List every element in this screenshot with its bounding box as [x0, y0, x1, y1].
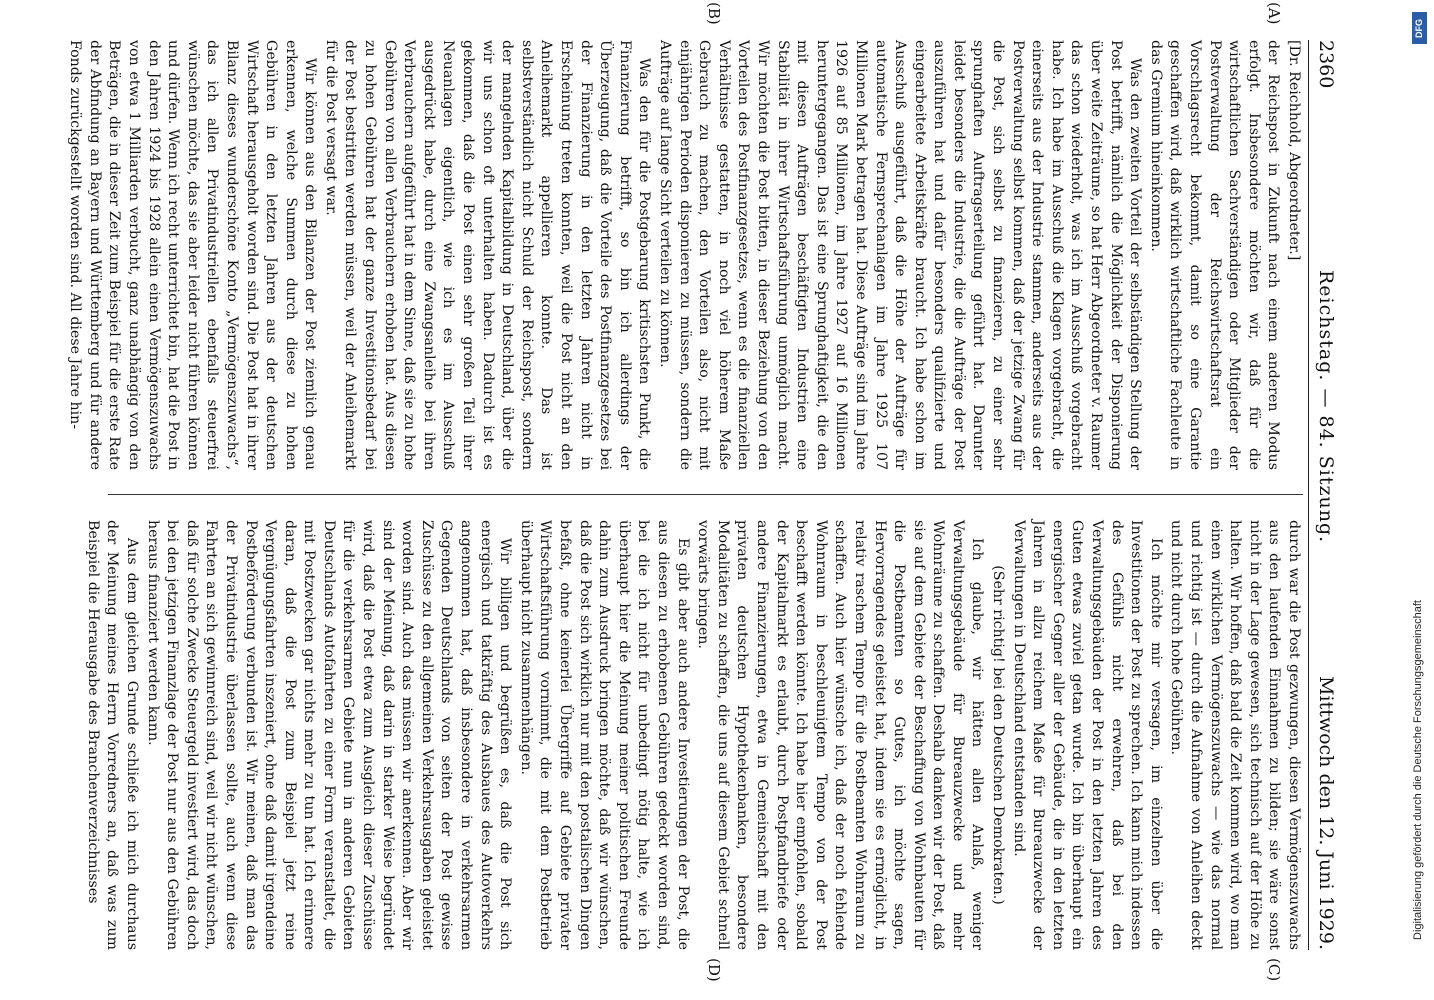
page-header	[1309, 40, 1343, 950]
paragraph: Ich glaube, wir hätten allen Anlaß, weniger Verwaltungsgebäude für Bureauzwecke und mehr Wohnräume zu schaffen. Deshalb danken wir der Post, daß sie auf dem Gebiete der Beschaffung von Wohnbauten für die Postbeamten so Gutes, ich möchte sagen, Hervorragendes geleistet hat, indem sie es ermöglicht, in relativ raschem Tempo für die Postbeamten Wohnraum zu schaffen. Auch hier wünsche ich, daß der noch fehlende Wohnraum in beschleunigtem Tempo von der Post beschafft werden könnte. Ich habe hier empfohlen, sobald der Kapitalmarkt es erlaubt, durch Postpfandbriefe oder andere Finanzierungen, etwa in Gemeinschaft mit den privaten deutschen Hypothekenbanken, besondere Modalitäten zu schaffen, die uns auf diesem Gebiet schnell vorwärts bringen.	[695, 520, 986, 950]
page-number: 2360	[1315, 40, 1337, 89]
interjection: (Sehr richtig! bei den Deutschen Demokraten.)	[990, 565, 1007, 905]
header-rule	[1308, 40, 1309, 950]
paragraph: der Reichspost in Zukunft nach einem anderen Modus erfolgt. Insbesondere möchten wir, daß für die wirtschaftlichen Sachverständigen oder Mitglieder der Postverwaltung der Reichswirtschaftsrat ein Vorschlagsrecht bekommt, damit so eine Garantie geschaffen wird, daß wirklich wirtschaftliche Fachleute in das Gremium hineinkommen.	[1147, 40, 1282, 470]
speaker-label: [Dr. Reichhold, Abgeordneter.]	[1286, 40, 1302, 261]
session-date: Mittwoch den 12. Juni 1929.	[1315, 676, 1337, 950]
digitization-credit	[1408, 10, 1432, 990]
paragraph: Was den für die Postgebarung kritischsten Punkt, die Finanzierung betrifft, so bin ich allerdings der Überzeugung, daß die Vorteile des Postfinanzgesetzes bei der Finanzierung in den letzten Jahren nicht in Erscheinung treten konnten, weil die Post nicht an den Anleihemarkt appellieren konnte. Das ist selbstverständlich nicht Schuld der Reichspost, sondern der mangelnden Kapitalbildung in Deutschland, über die wir uns schon oft unterhalten haben. Dadurch ist es gekommen, daß die Post einen sehr großen Teil ihrer Neuanlagen eigentlich, wie ich es im Ausschuß ausgedrückt habe, durch eine Zwangsanleihe bei ihren Verbrauchern aufgeführt hat in dem Sinne, daß sie zu hohe Gebühren von allen Verbrauchern erhoben hat. Aus diesen zu hohen Gebühren hat der ganze Investitionsbedarf bei der Post bestritten werden müssen, weil der Anleihemarkt für die Post versagt war.	[322, 40, 653, 470]
paragraph: Aus dem gleichen Grunde schließe ich mich durchaus der Meinung meines Herrn Vorredners an, daß was zum Beispiel die Herausgabe des Branchenverzeichnisses	[84, 520, 140, 950]
rotated-page-content	[67, 2, 1343, 982]
right-column	[84, 520, 1303, 950]
margin-mark-c: (C)	[1265, 958, 1283, 982]
margin-mark-b: (B)	[705, 2, 723, 25]
credit-text: Digitalisierung gefördert durch die Deutsche Forschungsgemeinschaft	[1412, 600, 1424, 940]
dfg-logo: DFG	[1412, 12, 1427, 44]
paragraph: durch war die Post gezwungen, diesen Vermögenszuwachs aus den laufenden Einnahmen zu bilden; sie wäre sonst nicht in der Lage gewesen, sich technisch auf der Höhe zu halten. Wir hoffen, daß bald die Zeit kommen wird, wo man einen wirklichen Vermögenszuwachs — wie das normal und richtig ist — durch die Aufnahme von Anleihen deckt und nicht durch hohe Gebühren.	[1168, 520, 1302, 950]
paragraph: Was den zweiten Vorteil der selbständigen Stellung der Post betrifft, nämlich die Möglichkeit der Disponierung über weite Zeiträume, so hat Herr Abgeordneter v. Raumer das schon wiederholt, was ich im Ausschuß vorgebracht habe. Ich habe im Ausschuß die Klagen vorgebracht, die einerseits aus der Industrie stammen, anderseits aus der Postverwaltung selbst kommen, daß der jetzige Zwang für die Post, sich selbst zu finanzieren, zu einer sehr sprunghaften Auftragserteilung geführt hat. Darunter leidet besonders die Industrie, die die Aufträge der Post auszuführen hat und dafür besonders qualifizierte und eingearbeitete Arbeitskräfte braucht. Ich habe schon im Ausschuß ausgeführt, daß die Höhe der Aufträge für automatische Fernsprechanlagen im Jahre 1925 107 Millionen Mark betragen hat. Diese Aufträge sind im Jahre 1926 auf 85 Millionen, im Jahre 1927 auf 16 Millionen heruntergegangen. Das ist eine Sprunghaftigkeit, die den mit diesen Aufträgen beschäftigten Industrien eine Stabilität in ihrer Wirtschaftsführung unmöglich macht. Wir möchten die Post bitten, in dieser Beziehung von den Vorteilen des Postfinanzgesetzes, wenn es die finanziellen Verhältnisse gestatten, in noch viel höherem Maße Gebrauch zu machen, den Vorteilen also, nicht mit einjährigen Perioden disponieren zu müssen, sondern die Aufträge auf lange Sicht verteilen zu können.	[657, 40, 1144, 470]
margin-mark-a: (A)	[1265, 2, 1283, 25]
paragraph: Wir billigen und begrüßen es, daß die Post sich energisch und tatkräftig des Ausbaues des Autoverkehrs angenommen hat, daß insbesondere in verkehrsarmen Gegenden Deutschlands von seiten der Post gewisse Zuschüsse zu den allgemeinen Verkehrsausgaben geleistet worden sind. Auch das müssen wir anerkennen. Aber wir sind der Meinung, daß darin in starker Weise begründet wird, daß die Post etwa zum Ausgleich dieser Zuschüsse für die verkehrsarmen Gebiete nun in anderen Gebieten Deutschlands Autofahrten zu einer Form veranstaltet, die mit Postzwecken gar nichts mehr zu tun hat. Ich erinnere daran, daß die Post zum Beispiel jetzt reine Vergnügungsfahrten inszeniert, ohne daß damit irgendeine Postbeförderung verbunden ist. Wir meinen, daß man das der Privatindustrie überlassen sollte, auch wenn diese Fahrten an sich gewinnreich sind, weil wir nicht wünschen, daß für solche Zwecke Steuergeld investiert wird, das doch bei den jetzigen Finanzlage der Post nur aus den Gebühren heraus finanziert werden kann.	[144, 520, 514, 950]
paragraph: Es gibt aber auch andere Investierungen der Post, die aus diesen zu erhobenen Gebühren gedeckt worden sind, bei die ich nicht für unbedingt nötig halte, wie ich überhaupt hier die Meinung meiner politischen Freunde dahin zum Ausdruck bringen möchte, daß wir wünschen, daß die Post sich wirklich nur mit den postalischen Dingen befaßt, ohne keinerlei Übergriffe auf Gebiete privater Wirtschaftsführung vornimmt, die mit dem Postbetrieb überhaupt nicht zusammenhängen.	[517, 520, 691, 950]
left-column	[67, 40, 1303, 470]
paragraph: Wir können aus den Bilanzen der Post ziemlich genau erkennen, welche Summen durch diese zu hohen Gebühren in den letzten Jahren aus der deutschen Wirtschaft herausgeholt worden sind. Die Post hat in ihrer Bilanz dieses wunderschöne Konto „Vermögenszuwachs“, das ich allen Privatindustriellen ebenfalls steuerfrei wünschen möchte, das sie aber leider nicht führen können und dürfen. Wenn ich recht unterrichtet bin, hat die Post in den Jahren 1924 bis 1928 allein einen Vermögenszuwachs von etwa 1 Milliarden verbucht, ganz unabhängig von den Beträgen, die in dieser Zeit zum Beispiel für die erste Rate der Abfindung an Bayern und Württemberg und für andere Fonds zurückgestellt worden sind. All diese Jahre hin-	[67, 40, 319, 470]
column-divider	[108, 494, 1303, 495]
session-title: Reichstag. — 84. Sitzung.	[1315, 270, 1337, 544]
paragraph: Ich möchte mir versagen, im einzelnen über die Investitionen der Post zu sprechen. Ich kann mich indessen des Gefühls nicht erwehren, daß bei den Verwaltungsgebäuden der Post in den letzten Jahren des Guten etwas zuviel getan wurde. Ich bin überhaupt ein energischer Gegner aller der Gebäude, die in den letzten Jahren in allzu reichem Maße für Bureauzwecke der Verwaltungen in Deutschland entstanden sind.	[1010, 520, 1164, 950]
margin-mark-d: (D)	[705, 958, 723, 982]
